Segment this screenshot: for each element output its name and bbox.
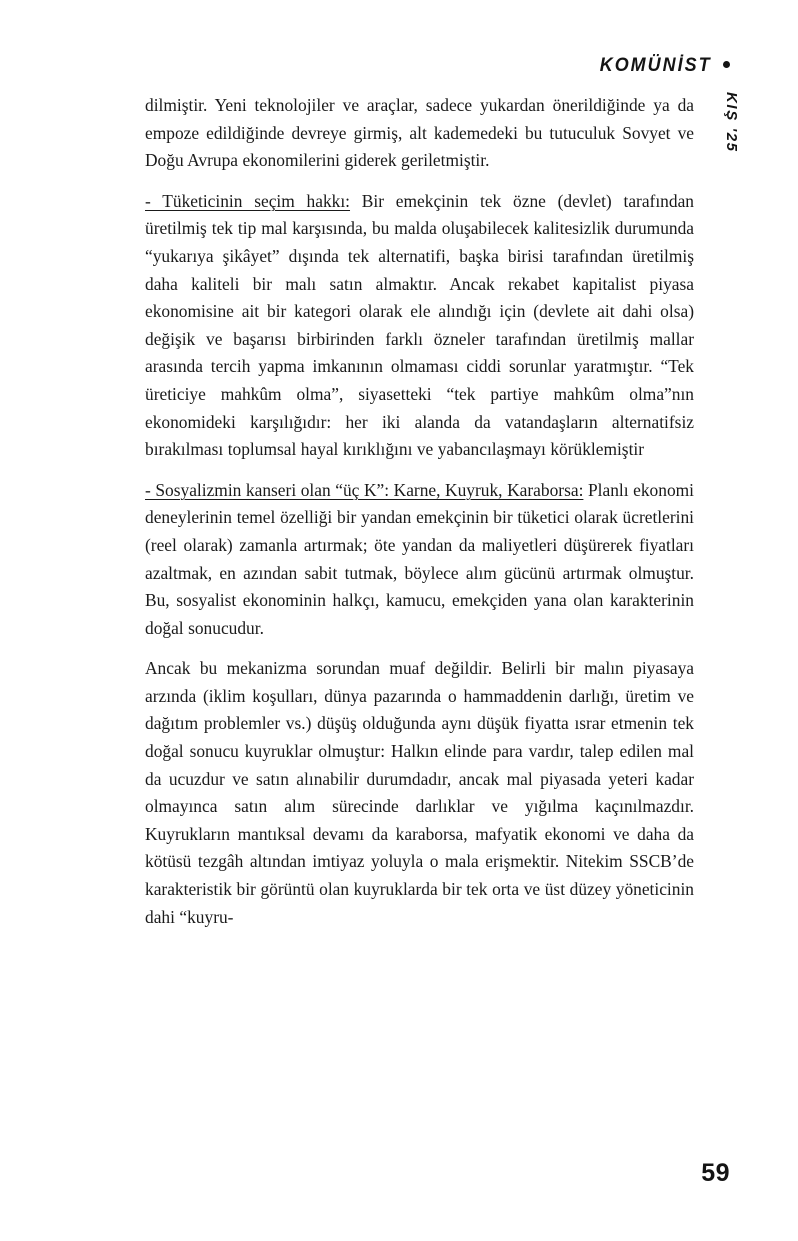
body-text-column <box>145 92 694 931</box>
issue-marker <box>723 92 745 172</box>
paragraph-text: Ancak bu mekanizma sorundan muaf değildir. Belirli bir malın piyasaya arzında (iklim koşulları, dünya pazarında o hammaddenin darlığı, üretim ve dağıtım problemler vs.) düşüş olduğunda aynı düşük fiyatta ısrar etmenin tek doğal sonucu kuyruklar olmuştur: Halkın elinde para vardır, talep edilen mal da ucuzdur ve satın alınabilir durumdadır, ancak mal piyasada yeteri kadar olmayınca satın alım sürecinde darlıklar ve yığılma kaçınılmazdır. Kuyrukların mantıksal devamı da karaborsa, mafyatik ekonomi ve daha da kötüsü tezgâh altından imtiyaz yoluyla o mala erişmektir. Nitekim SSCB’de karakteristik bir görüntü olan kuyruklarda bir tek orta ve üst düzey yöneticinin dahi “kuyru- <box>145 658 694 927</box>
paragraph-text: dilmiştir. Yeni teknolojiler ve araçlar, sadece yukardan önerildiğinde ya da empoze edildiğinde devreye girmiş, alt kademedeki bu tutuculuk Sovyet ve Doğu Avrupa ekonomilerini giderek geriletmiştir. <box>145 95 694 171</box>
running-head <box>590 54 730 77</box>
paragraph-lead-in: - Sosyalizmin kanseri olan “üç K”: Karne, Kuyruk, Karaborsa: <box>145 479 584 500</box>
publication-title: KOMÜNİST <box>600 54 712 76</box>
issue-label: KIŞ '25 <box>723 92 740 153</box>
paragraph <box>145 188 694 464</box>
paragraph-text: Bir emekçinin tek özne (devlet) tarafından üretilmiş tek tip mal karşısında, bu malda oluşabilecek kalitesizlik durumunda “yukarıya şikâyet” dışında tek alternatifi, başka birisi tarafından üretilmiş daha kaliteli bir malı satın almaktır. Ancak rekabet kapitalist piyasa ekonomisine ait bir kategori olarak ele alındığı için (devlete ait dahi olsa) değişik ve başarısı birbirinden farklı özneler tarafından üretilmiş mallar arasında tercih yapma imkanının olmaması ciddi sorunlar yaratmıştır. “Tek üreticiye mahkûm olma”, siyasetteki “tek partiye mahkûm olma”nın ekonomideki karşılığıdır: her iki alanda da vatandaşların alternatifsiz bırakılması toplumsal hayal kırıklığını ve yabancılaşmayı körüklemiştir <box>145 190 694 460</box>
paragraph <box>145 92 694 175</box>
paragraph <box>145 655 694 931</box>
bullet-dot-icon <box>723 61 730 68</box>
page-number: 59 <box>701 1159 730 1187</box>
paragraph-lead-in: - Tüketicinin seçim hakkı: <box>145 190 351 211</box>
paragraph-text: Planlı ekonomi deneylerinin temel özelliği bir yandan emekçinin bir tüketici olarak ücretlerini (reel olarak) zamanla artırmak; öte yandan da maliyetleri düşürerek fiyatları azaltmak, en azından sabit tutmak, böylece alım gücünü artırmak olmuştur. Bu, sosyalist ekonominin halkçı, kamucu, emekçiden yana olan karakterinin doğal sonucudur. <box>145 479 695 638</box>
paragraph <box>145 477 694 643</box>
